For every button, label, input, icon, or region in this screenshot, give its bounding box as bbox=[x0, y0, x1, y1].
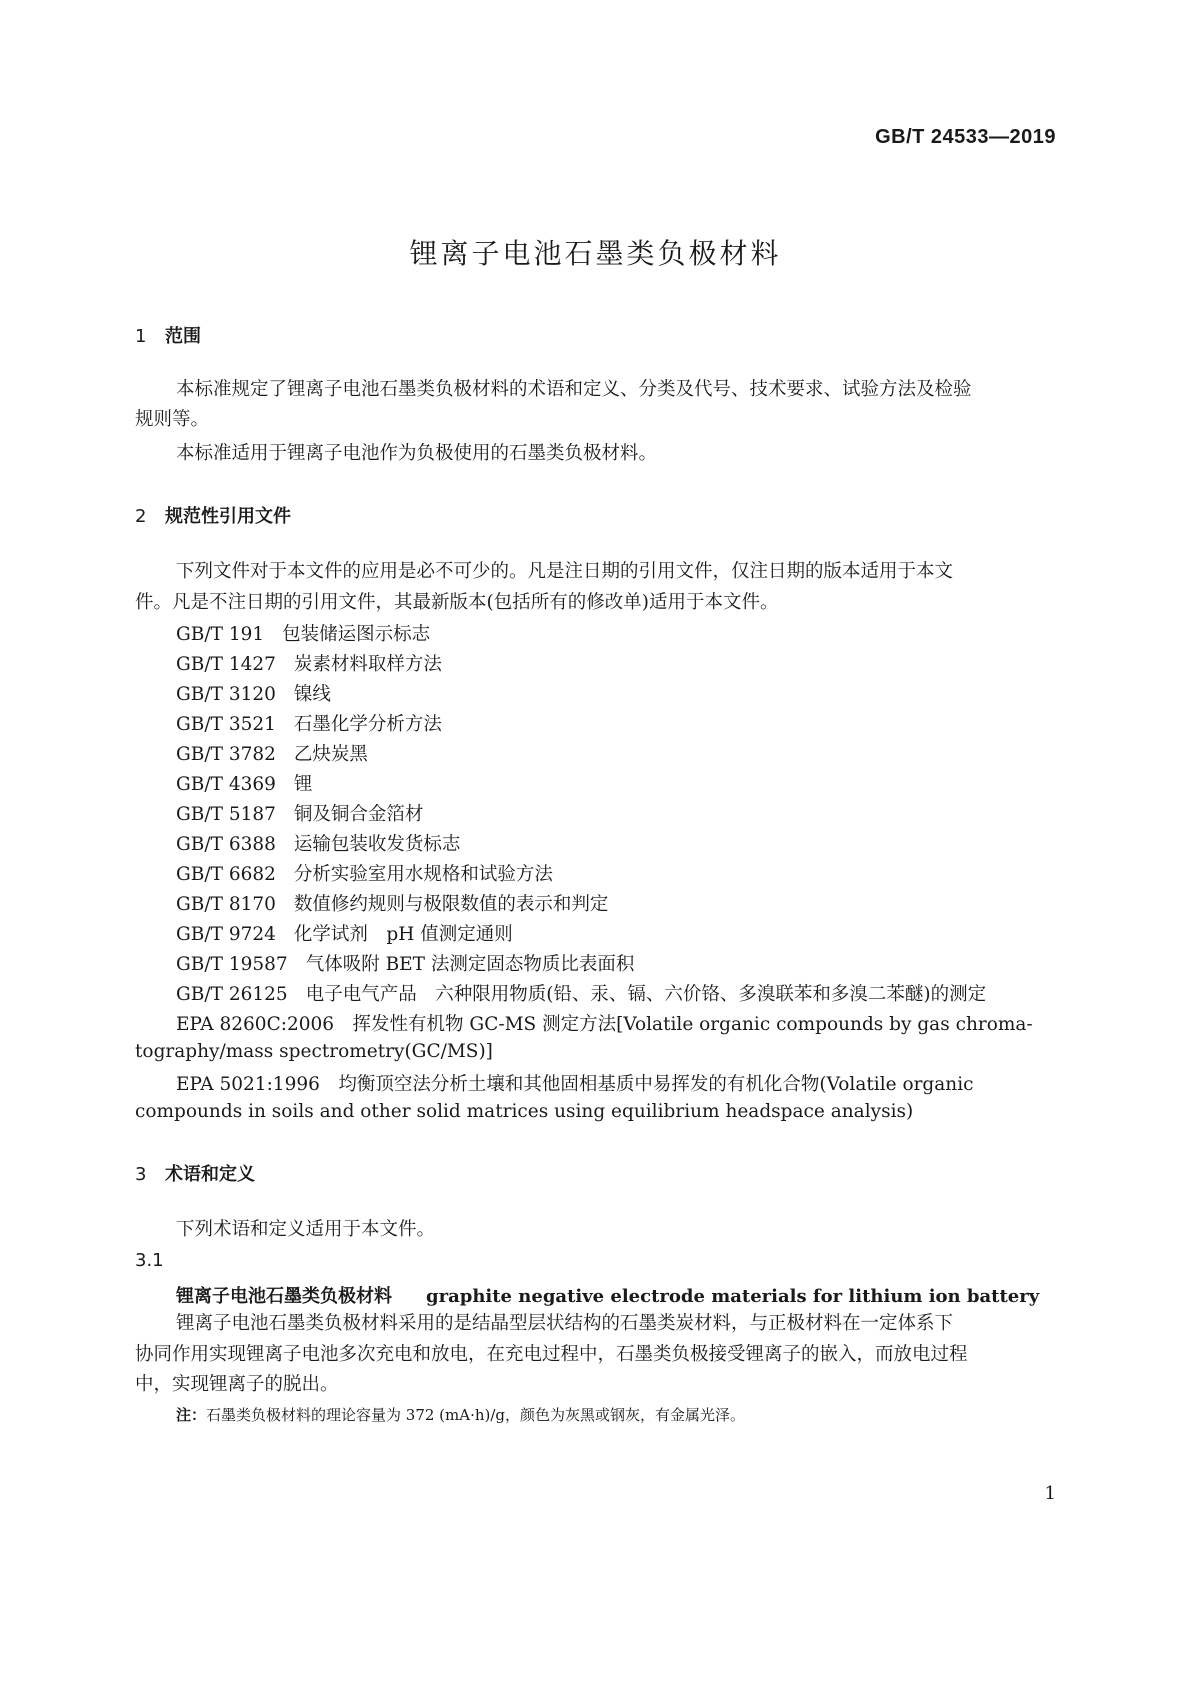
reference-epa5021-line-2: compounds in soils and other solid matrices using equilibrium headspace analysis) bbox=[135, 1101, 914, 1122]
section-1-para-1-line-2: 规则等。 bbox=[135, 409, 210, 430]
reference-item bbox=[176, 860, 553, 886]
reference-item bbox=[176, 650, 442, 676]
reference-title: 电子电气产品 六种限用物质(铅、汞、镉、六价铬、多溴联苯和多溴二苯醚)的测定 bbox=[305, 984, 987, 1005]
section-title: 范围 bbox=[165, 326, 201, 347]
section-number: 3 bbox=[135, 1164, 147, 1185]
subsection-number: 3.1 bbox=[135, 1250, 164, 1271]
reference-code: GB/T 3782 bbox=[176, 744, 276, 765]
reference-code: GB/T 3120 bbox=[176, 684, 276, 705]
reference-code: GB/T 5187 bbox=[176, 804, 276, 825]
reference-title: 锂 bbox=[293, 774, 313, 795]
reference-code: GB/T 3521 bbox=[176, 714, 276, 735]
reference-code: GB/T 191 bbox=[176, 624, 265, 645]
reference-code: GB/T 8170 bbox=[176, 894, 276, 915]
reference-item bbox=[176, 950, 634, 976]
reference-code: GB/T 6388 bbox=[176, 834, 276, 855]
section-2-intro-line-1: 下列文件对于本文件的应用是必不可少的。凡是注日期的引用文件，仅注日期的版本适用于本文 bbox=[176, 561, 954, 582]
section-number: 2 bbox=[135, 506, 147, 527]
section-3-intro: 下列术语和定义适用于本文件。 bbox=[176, 1219, 436, 1240]
reference-code: GB/T 1427 bbox=[176, 654, 276, 675]
reference-code: GB/T 4369 bbox=[176, 774, 276, 795]
reference-title: 数值修约规则与极限数值的表示和判定 bbox=[293, 894, 609, 915]
reference-code: GB/T 26125 bbox=[176, 984, 288, 1005]
reference-title: 包装储运图示标志 bbox=[282, 624, 431, 645]
reference-epa8260-line-1: EPA 8260C:2006 挥发性有机物 GC-MS 测定方法[Volatile organic compounds by gas chroma- bbox=[176, 1014, 1033, 1035]
reference-title: 乙炔炭黑 bbox=[293, 744, 368, 765]
reference-item bbox=[176, 890, 608, 916]
reference-item bbox=[176, 830, 460, 856]
reference-item bbox=[176, 710, 442, 736]
reference-code: GB/T 6682 bbox=[176, 864, 276, 885]
definition-line-3: 中，实现锂离子的脱出。 bbox=[135, 1374, 339, 1395]
reference-title: 化学试剂 pH 值测定通则 bbox=[293, 924, 513, 945]
section-1-para-2: 本标准适用于锂离子电池作为负极使用的石墨类负极材料。 bbox=[176, 443, 658, 464]
section-1-heading bbox=[135, 322, 201, 348]
reference-item bbox=[176, 980, 986, 1006]
term-english: graphite negative electrode materials for lithium ion battery bbox=[426, 1286, 1040, 1307]
section-1-para-1-line-1: 本标准规定了锂离子电池石墨类负极材料的术语和定义、分类及代号、技术要求、试验方法及检验 bbox=[176, 379, 972, 400]
reference-title: 镍线 bbox=[293, 684, 331, 705]
reference-title: 气体吸附 BET 法测定固态物质比表面积 bbox=[305, 954, 635, 975]
section-title: 术语和定义 bbox=[165, 1164, 255, 1185]
reference-title: 分析实验室用水规格和试验方法 bbox=[293, 864, 553, 885]
reference-item bbox=[176, 800, 423, 826]
document-title: 锂离子电池石墨类负极材料 bbox=[409, 237, 782, 270]
reference-epa5021-line-1: EPA 5021:1996 均衡顶空法分析土壤和其他固相基质中易挥发的有机化合物(Volatile organic bbox=[176, 1074, 974, 1095]
note bbox=[176, 1404, 745, 1425]
note-text: 石墨类负极材料的理论容量为 372 (mA·h)/g，颜色为灰黑或钢灰，有金属光泽。 bbox=[206, 1406, 746, 1424]
term-chinese: 锂离子电池石墨类负极材料 bbox=[176, 1286, 392, 1307]
section-2-intro-line-2: 件。凡是不注日期的引用文件，其最新版本(包括所有的修改单)适用于本文件。 bbox=[135, 592, 779, 613]
section-title: 规范性引用文件 bbox=[165, 506, 291, 527]
standard-number: GB/T 24533—2019 bbox=[875, 126, 1056, 148]
reference-code: GB/T 19587 bbox=[176, 954, 288, 975]
reference-item bbox=[176, 680, 331, 706]
page-number: 1 bbox=[1044, 1483, 1056, 1504]
reference-title: 石墨化学分析方法 bbox=[293, 714, 442, 735]
definition-line-1: 锂离子电池石墨类负极材料采用的是结晶型层状结构的石墨类炭材料，与正极材料在一定体系下 bbox=[176, 1313, 954, 1334]
reference-item bbox=[176, 920, 513, 946]
section-2-heading bbox=[135, 502, 291, 528]
note-label: 注： bbox=[176, 1406, 207, 1424]
reference-item bbox=[176, 770, 312, 796]
section-3-heading bbox=[135, 1160, 255, 1186]
reference-code: GB/T 9724 bbox=[176, 924, 276, 945]
term-entry bbox=[176, 1282, 1039, 1308]
reference-item bbox=[176, 740, 368, 766]
section-number: 1 bbox=[135, 326, 147, 347]
reference-title: 铜及铜合金箔材 bbox=[293, 804, 424, 825]
definition-line-2: 协同作用实现锂离子电池多次充电和放电，在充电过程中，石墨类负极接受锂离子的嵌入，而放电过程 bbox=[135, 1344, 968, 1365]
reference-title: 运输包装收发货标志 bbox=[293, 834, 461, 855]
reference-title: 炭素材料取样方法 bbox=[293, 654, 442, 675]
reference-item bbox=[176, 620, 430, 646]
reference-epa8260-line-2: tography/mass spectrometry(GC/MS)] bbox=[135, 1041, 493, 1062]
